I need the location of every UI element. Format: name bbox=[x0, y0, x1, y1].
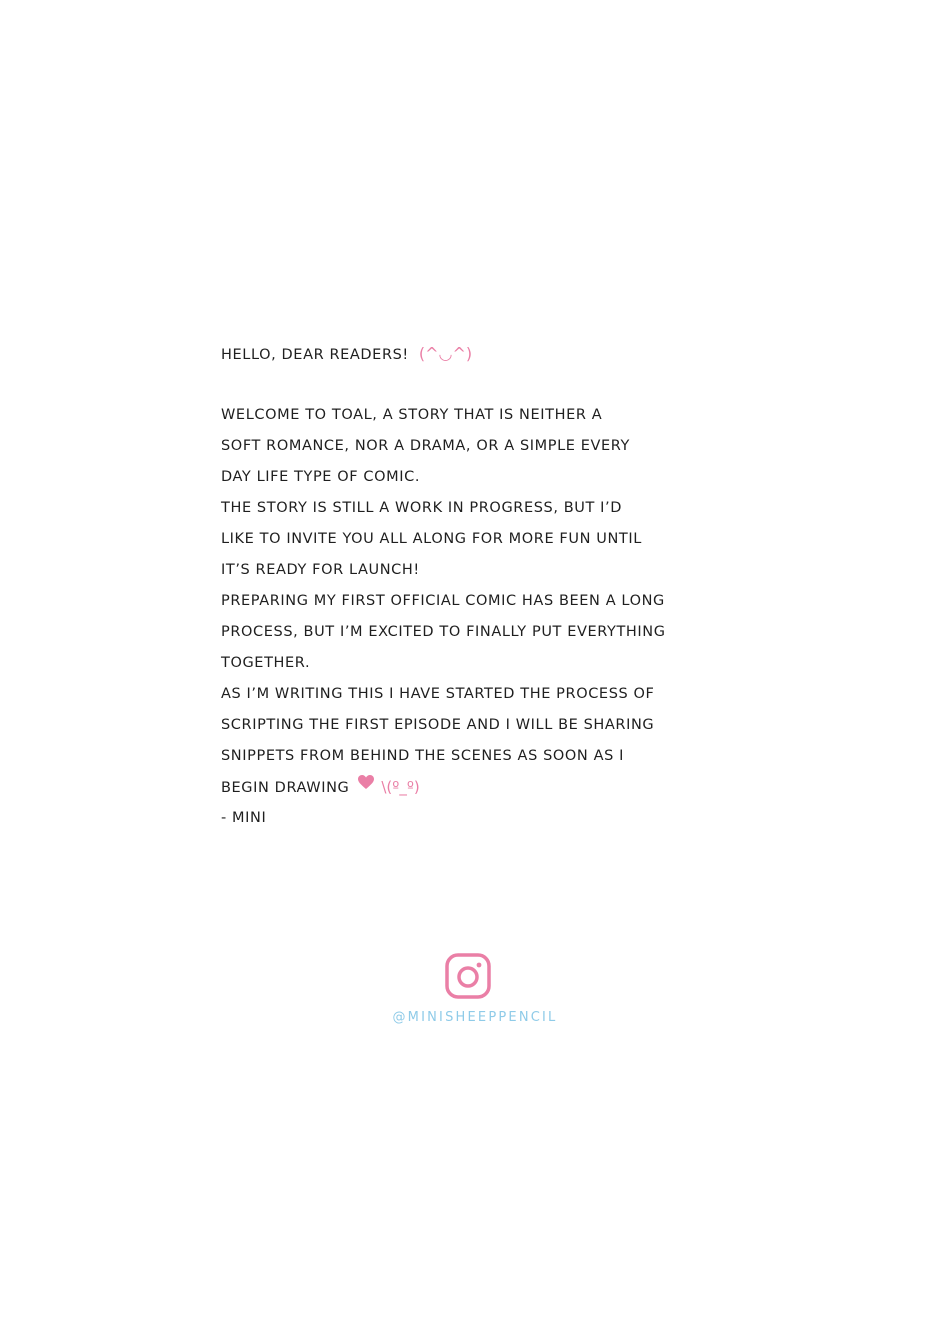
letter-line: IT’S READY FOR LAUNCH! bbox=[221, 562, 420, 578]
letter-line: DAY LIFE TYPE OF COMIC. bbox=[221, 469, 421, 485]
happy-kaomoji: (^◡^) bbox=[418, 344, 473, 363]
greeting-text: HELLO, DEAR READERS! bbox=[221, 347, 409, 363]
signature: - MINI bbox=[221, 810, 267, 826]
letter-line: SCRIPTING THE FIRST EPISODE AND I WILL BE SHARING bbox=[221, 717, 655, 733]
closing-line bbox=[221, 772, 741, 803]
letter-line: PROCESS, BUT I’M EXCITED TO FINALLY PUT EVERYTHING bbox=[221, 624, 666, 640]
closing-text: BEGIN DRAWING bbox=[221, 780, 350, 796]
instagram-icon[interactable] bbox=[444, 952, 492, 1000]
paragraph-gap bbox=[221, 369, 741, 400]
letter-line: SNIPPETS FROM BEHIND THE SCENES AS SOON AS I bbox=[221, 748, 624, 764]
letter-body bbox=[221, 338, 741, 834]
letter-line: THE STORY IS STILL A WORK IN PROGRESS, BUT I’D bbox=[221, 500, 623, 516]
letter-line: LIKE TO INVITE YOU ALL ALONG FOR MORE FUN UNTIL bbox=[221, 531, 642, 547]
excited-kaomoji: \(º_º) bbox=[381, 778, 420, 796]
letter-line: AS I’M WRITING THIS I HAVE STARTED THE PROCESS OF bbox=[221, 686, 655, 702]
letter-line: TOGETHER. bbox=[221, 655, 311, 671]
letter-line: SOFT ROMANCE, NOR A DRAMA, OR A SIMPLE EVERY bbox=[221, 438, 630, 454]
heart-icon bbox=[357, 771, 375, 802]
letter-line: WELCOME TO TOAL, A STORY THAT IS NEITHER A bbox=[221, 407, 603, 423]
greeting-line bbox=[221, 338, 741, 369]
letter-line: PREPARING MY FIRST OFFICIAL COMIC HAS BEEN A LONG bbox=[221, 593, 665, 609]
instagram-handle[interactable]: @MINISHEEPPENCIL bbox=[392, 1010, 558, 1025]
